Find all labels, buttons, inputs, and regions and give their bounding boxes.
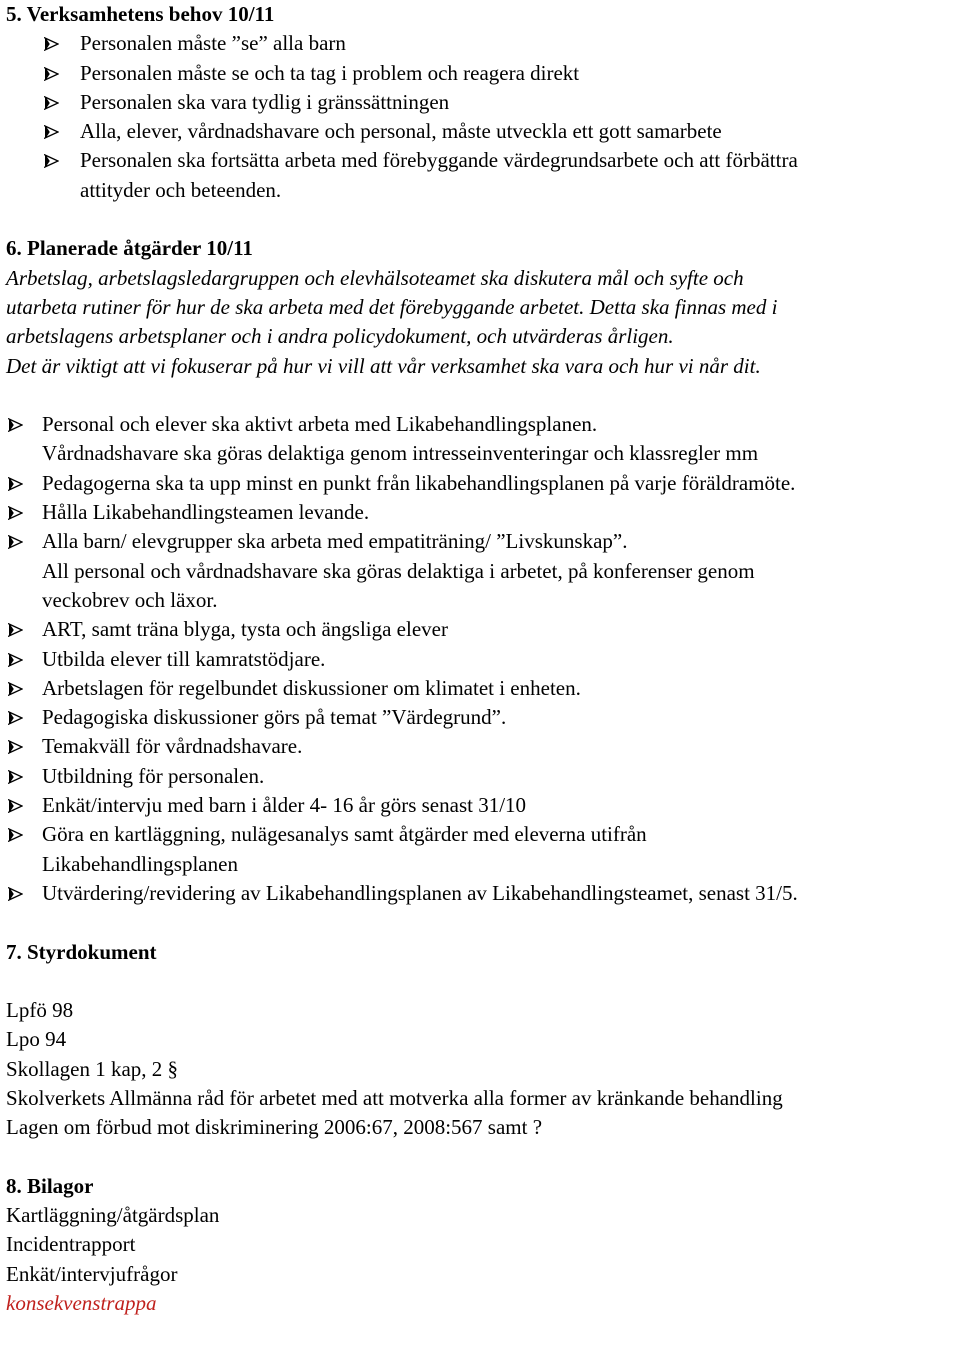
section6-bullet-list bbox=[6, 410, 956, 908]
steering-document-item: Skollagen 1 kap, 2 § bbox=[6, 1056, 179, 1081]
arrowhead-bullet-icon bbox=[42, 117, 62, 146]
list-item-continuation: Likabehandlingsplanen bbox=[42, 851, 238, 876]
list-item: Utvärdering/revidering av Likabehandlingsplanen av Likabehandlingsteamet, senast 31/5. bbox=[6, 879, 956, 908]
arrowhead-bullet-icon bbox=[6, 645, 26, 674]
arrowhead-bullet-icon bbox=[6, 791, 26, 820]
attachment-item: Enkät/intervjufrågor bbox=[6, 1261, 178, 1286]
section6-paragraph-line: arbetslagens arbetsplaner och i andra policydokument, och utvärderas årligen. bbox=[6, 324, 674, 349]
arrowhead-bullet-icon bbox=[42, 29, 62, 58]
arrowhead-bullet-icon bbox=[6, 732, 26, 761]
arrowhead-bullet-icon bbox=[6, 762, 26, 791]
arrowhead-bullet-icon bbox=[42, 88, 62, 117]
list-item-continuation: All personal och vårdnadshavare ska göras delaktiga i arbetet, på konferenser genom bbox=[42, 558, 755, 583]
arrowhead-bullet-icon bbox=[42, 59, 62, 88]
section7-heading: 7. Styrdokument bbox=[6, 939, 157, 964]
list-item: Personal och elever ska aktivt arbeta med Likabehandlingsplanen. bbox=[6, 410, 956, 439]
list-item: Enkät/intervju med barn i ålder 4- 16 år görs senast 31/10 bbox=[6, 791, 956, 820]
section6-paragraph-line: Arbetslag, arbetslagsledargruppen och elevhälsoteamet ska diskutera mål och syfte och bbox=[6, 265, 744, 290]
attachment-item: Kartläggning/åtgärdsplan bbox=[6, 1203, 220, 1228]
list-item: Utbildning för personalen. bbox=[6, 762, 956, 791]
arrowhead-bullet-icon bbox=[6, 527, 26, 556]
list-item: Pedagogerna ska ta upp minst en punkt från likabehandlingsplanen på varje föräldramöte. bbox=[6, 469, 956, 498]
list-item: Hålla Likabehandlingsteamen levande. bbox=[6, 498, 956, 527]
attachment-link-konsekvenstrappa[interactable]: konsekvenstrappa bbox=[6, 1291, 157, 1316]
arrowhead-bullet-icon bbox=[6, 674, 26, 703]
list-item: Personalen ska fortsätta arbeta med förebyggande värdegrundsarbete och att förbättra bbox=[6, 146, 956, 175]
section8-heading: 8. Bilagor bbox=[6, 1173, 94, 1198]
steering-document-item: Lpfö 98 bbox=[6, 998, 74, 1023]
arrowhead-bullet-icon bbox=[6, 879, 26, 908]
section5-heading: 5. Verksamhetens behov 10/11 bbox=[6, 2, 275, 26]
list-item: Arbetslagen för regelbundet diskussioner om klimatet i enheten. bbox=[6, 674, 956, 703]
arrowhead-bullet-icon bbox=[6, 498, 26, 527]
list-item: Personalen måste se och ta tag i problem och reagera direkt bbox=[6, 59, 956, 88]
document bbox=[6, 0, 956, 1318]
arrowhead-bullet-icon bbox=[6, 469, 26, 498]
list-item-continuation: veckobrev och läxor. bbox=[42, 587, 218, 612]
steering-document-item: Lagen om förbud mot diskriminering 2006:67, 2008:567 samt ? bbox=[6, 1115, 543, 1140]
list-item: Pedagogiska diskussioner görs på temat ”Värdegrund”. bbox=[6, 703, 956, 732]
list-item: Alla, elever, vårdnadshavare och personal, måste utveckla ett gott samarbete bbox=[6, 117, 956, 146]
arrowhead-bullet-icon bbox=[6, 410, 26, 439]
arrowhead-bullet-icon bbox=[6, 820, 26, 849]
list-item: Göra en kartläggning, nulägesanalys samt åtgärder med eleverna utifrån bbox=[6, 820, 956, 849]
arrowhead-bullet-icon bbox=[6, 703, 26, 732]
section6-paragraph-line: utarbeta rutiner för hur de ska arbeta med det förebyggande arbetet. Detta ska finnas med i bbox=[6, 294, 778, 319]
list-item-continuation: Vårdnadshavare ska göras delaktiga genom intresseinventeringar och klassregler mm bbox=[42, 441, 759, 466]
list-item: Personalen ska vara tydlig i gränssättningen bbox=[6, 88, 956, 117]
list-item: ART, samt träna blyga, tysta och ängsliga elever bbox=[6, 615, 956, 644]
steering-document-item: Lpo 94 bbox=[6, 1027, 67, 1052]
list-item: Personalen måste ”se” alla barn bbox=[6, 29, 956, 58]
arrowhead-bullet-icon bbox=[6, 615, 26, 644]
section6-paragraph-line: Det är viktigt att vi fokuserar på hur vi vill att vår verksamhet ska vara och hur vi når dit. bbox=[6, 353, 761, 378]
arrowhead-bullet-icon bbox=[42, 146, 62, 175]
attachment-item: Incidentrapport bbox=[6, 1232, 136, 1257]
list-item: Utbilda elever till kamratstödjare. bbox=[6, 645, 956, 674]
list-item: Temakväll för vårdnadshavare. bbox=[6, 732, 956, 761]
list-item: Alla barn/ elevgrupper ska arbeta med empatiträning/ ”Livskunskap”. bbox=[6, 527, 956, 556]
section5-bullet-list bbox=[6, 29, 956, 205]
steering-document-item: Skolverkets Allmänna råd för arbetet med att motverka alla former av kränkande behandling bbox=[6, 1085, 783, 1110]
section6-heading: 6. Planerade åtgärder 10/11 bbox=[6, 236, 253, 261]
list-item-continuation: attityder och beteenden. bbox=[80, 177, 282, 202]
